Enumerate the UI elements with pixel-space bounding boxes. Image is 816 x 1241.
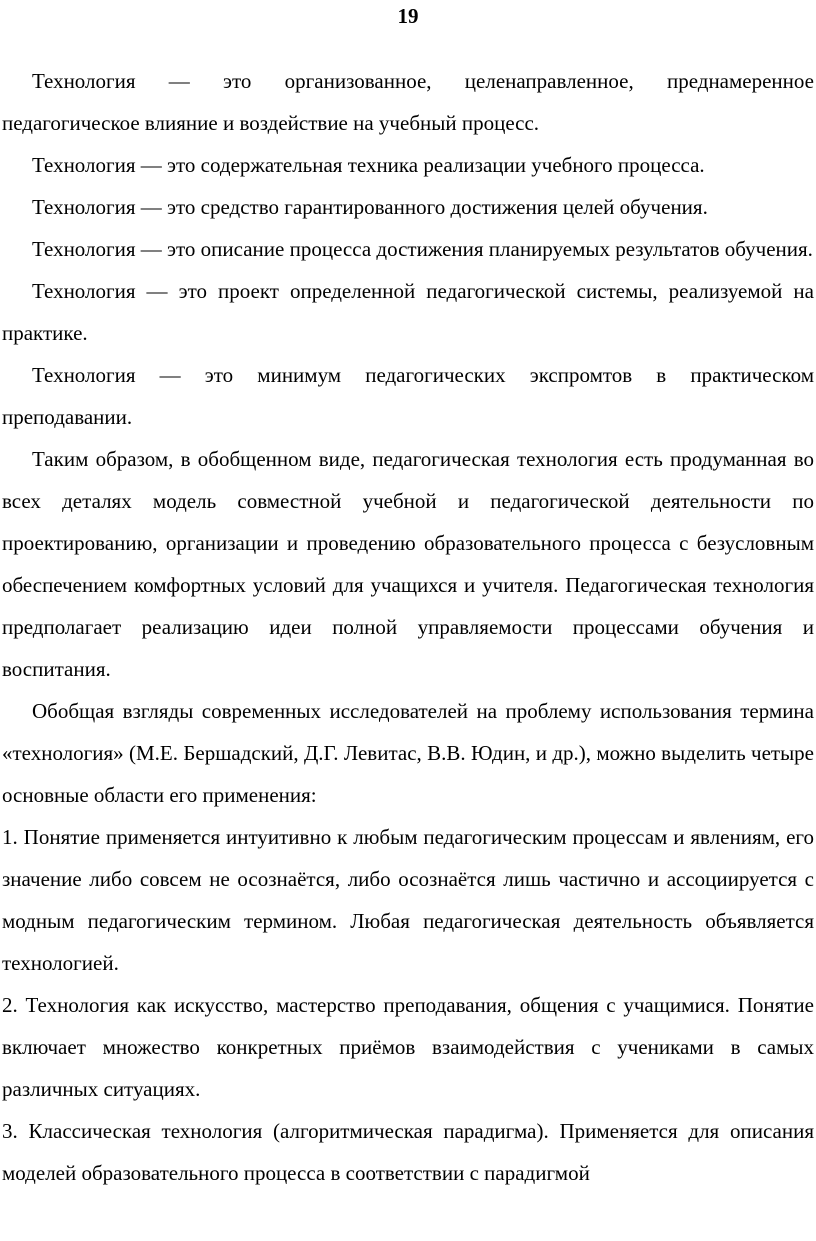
- page-number: 19: [397, 4, 419, 28]
- paragraph-definition-3: Технология — это средство гарантированного достижения целей обучения.: [32, 195, 708, 219]
- paragraph-definition-5: Технология — это проект определенной педагогической системы, реализуемой на практике.: [2, 279, 814, 345]
- list-item-1: 1. Понятие применяется интуитивно к любым педагогическим процессам и явлениям, его значение либо совсем не осознаётся, либо осознаётся лишь частично и ассоциируется с модным педагогическим термином. Любая педагогическая деятельность объявляется технологией.: [2, 825, 814, 975]
- paragraph-definition-2: Технология — это содержательная техника реализации учебного процесса.: [32, 153, 705, 177]
- paragraph-definition-4: Технология — это описание процесса достижения планируемых результатов обучения.: [32, 237, 813, 261]
- list-item-2: 2. Технология как искусство, мастерство преподавания, общения с учащимися. Понятие включает множество конкретных приёмов взаимодействия с учениками в самых различных ситуациях.: [2, 993, 814, 1101]
- paragraph-summary: Таким образом, в обобщенном виде, педагогическая технология есть продуманная во всех деталях модель совместной учебной и педагогической деятельности по проектированию, организации и проведению образовательного процесса с безусловным обеспечением комфортных условий для учащихся и учителя. Педагогическая технология предполагает реализацию идеи полной управляемости процессами обучения и воспитания.: [2, 447, 814, 681]
- paragraph-areas-intro: Обобщая взгляды современных исследователей на проблему использования термина «технология» (М.Е. Бершадский, Д.Г. Левитас, В.В. Юдин, и др.), можно выделить четыре основные области его применения:: [2, 699, 814, 807]
- paragraph-definition-6: Технология — это минимум педагогических экспромтов в практическом преподавании.: [2, 363, 814, 429]
- list-item-3: 3. Классическая технология (алгоритмическая парадигма). Применяется для описания моделей образовательного процесса в соответствии с парадигмой: [2, 1119, 814, 1185]
- paragraph-definition-1: Технология — это организованное, целенаправленное, преднамеренное педагогическое влияние и воздействие на учебный процесс.: [2, 69, 814, 135]
